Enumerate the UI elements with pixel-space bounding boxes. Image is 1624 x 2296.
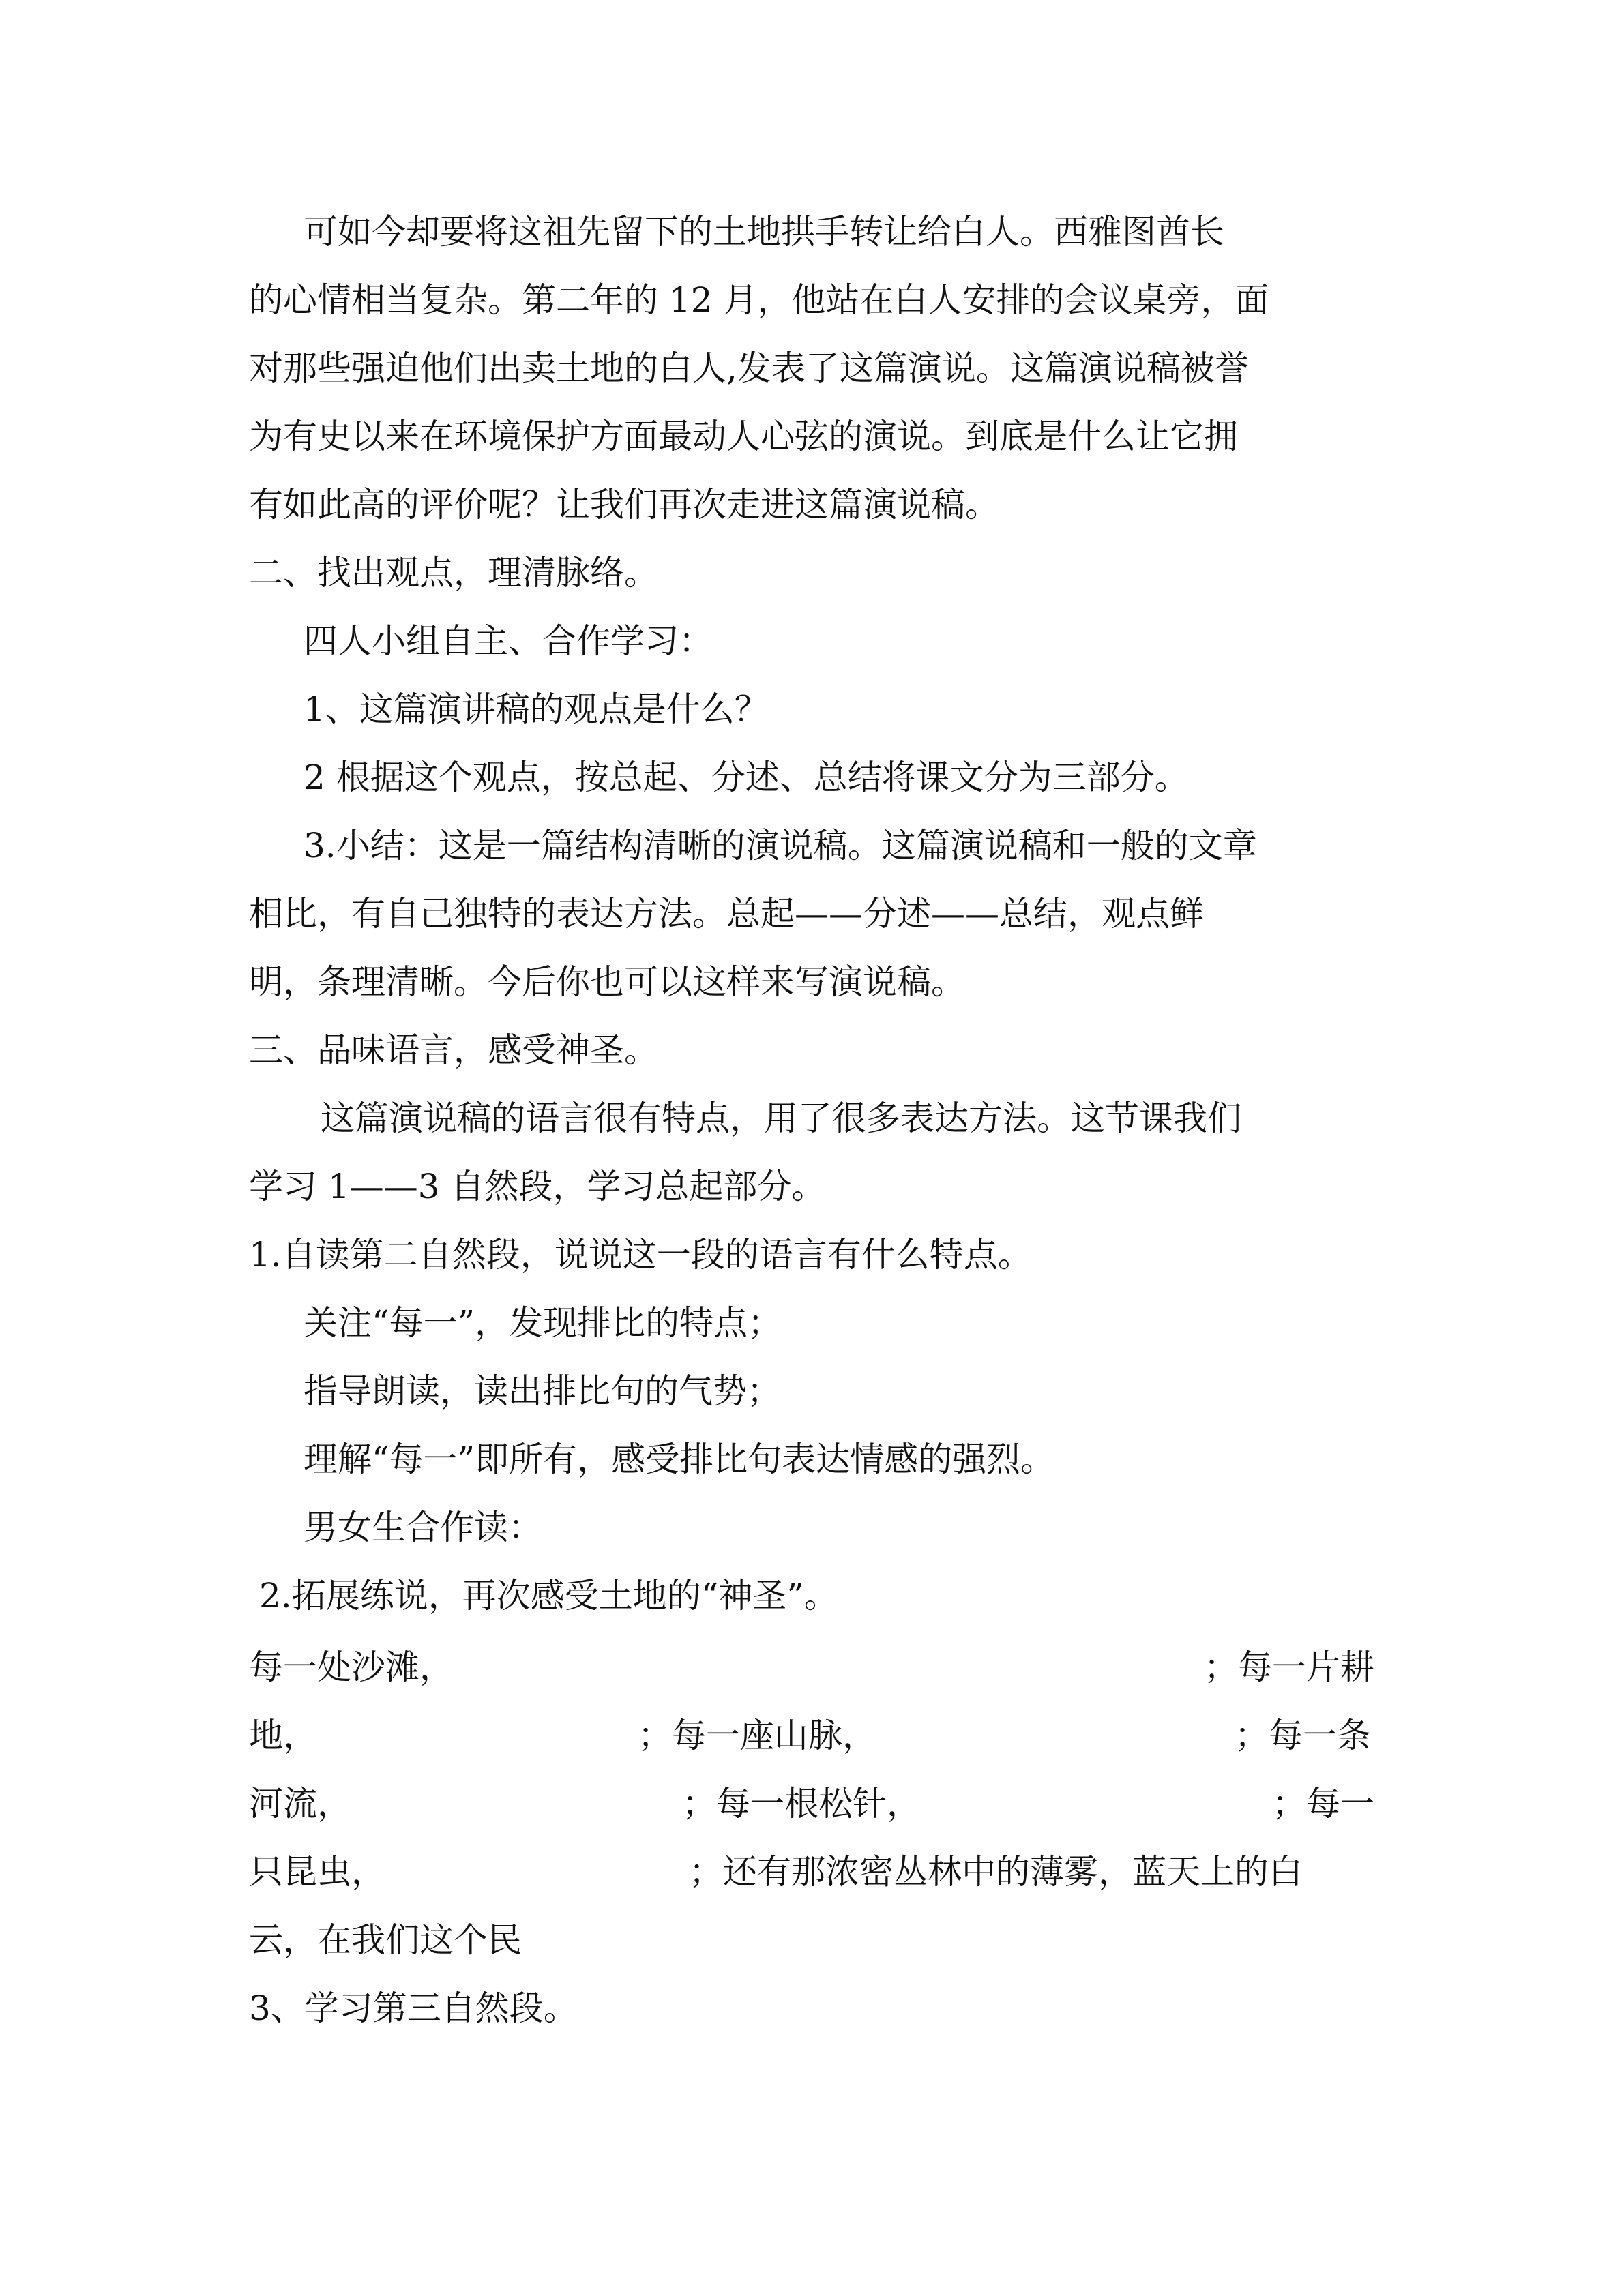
fill-row-4: [249, 1838, 1378, 1906]
section3-heading: 三、品味语言，感受神圣。: [249, 1030, 658, 1070]
intro-line-2: 的心情相当复杂。第二年的 12 月，他站在白人安排的会议桌旁，面: [249, 280, 1269, 320]
section2-summary-1: 3.小结：这是一篇结构清晰的演说稿。这篇演说稿和一般的文章: [304, 826, 1257, 865]
fill-row-2-start: 地，: [249, 1716, 317, 1755]
section3-intro-2: 学习 1——3 自然段，学习总起部分。: [249, 1167, 826, 1206]
fill-row-3-start: 河流，: [249, 1784, 351, 1823]
section3-item-1: 1.自读第二自然段，说说这一段的语言有什么特点。: [249, 1235, 1032, 1274]
fill-row-1-end: ；每一片耕: [1204, 1648, 1374, 1687]
section2-question-1: 1、这篇演讲稿的观点是什么？: [304, 689, 769, 729]
section3-intro-1: 这篇演说稿的语言很有特点，用了很多表达方法。这节课我们: [321, 1099, 1241, 1138]
section2-summary-3: 明，条理清晰。今后你也可以这样来写演说稿。: [249, 962, 965, 1002]
intro-line-5: 有如此高的评价呢？让我们再次走进这篇演说稿。: [249, 485, 999, 524]
item1-point-1: 关注“每一”，发现排比的特点；: [304, 1303, 782, 1343]
intro-line-4: 为有史以来在环境保护方面最动人心弦的演说。到底是什么让它拥: [249, 417, 1238, 456]
fill-row-4-end: ；还有那浓密丛林中的薄雾，蓝天上的白: [689, 1852, 1303, 1892]
item1-point-3: 理解“每一”即所有，感受排比句表达情感的强烈。: [304, 1440, 1055, 1479]
intro-line-3: 对那些强迫他们出卖土地的白人,发表了这篇演说。这篇演说稿被誉: [249, 348, 1249, 388]
fill-row-2-end: ；每一条: [1235, 1716, 1371, 1755]
fill-row-1: [249, 1633, 1378, 1701]
fill-row-1-start: 每一处沙滩，: [249, 1648, 454, 1687]
item1-point-4: 男女生合作读：: [304, 1508, 542, 1547]
fill-row-5: 云，在我们这个民: [249, 1920, 522, 1960]
intro-line-1: 可如今却要将这祖先留下的土地拱手转让给白人。西雅图酋长: [304, 212, 1224, 252]
section2-summary-2: 相比，有自己独特的表达方法。总起——分述——总结，观点鲜: [249, 894, 1204, 934]
section3-item-2: 2.拓展练说，再次感受土地的“神圣”。: [259, 1576, 838, 1615]
section2-question-2: 2 根据这个观点，按总起、分述、总结将课文分为三部分。: [304, 758, 1189, 797]
fill-row-2-mid: ；每一座山脉，: [638, 1716, 876, 1755]
fill-row-2: [249, 1701, 1378, 1770]
section3-item-3: 3、学习第三自然段。: [249, 1988, 578, 2028]
section2-heading: 二、找出观点，理清脉络。: [249, 553, 658, 593]
fill-row-3-mid: ；每一根松针，: [682, 1784, 921, 1823]
section2-lead: 四人小组自主、合作学习：: [304, 621, 713, 661]
fill-row-3: [249, 1770, 1378, 1838]
fill-row-4-start: 只昆虫，: [249, 1852, 385, 1892]
item1-point-2: 指导朗读，读出排比句的气势；: [304, 1371, 781, 1411]
fill-row-3-end: ；每一: [1272, 1784, 1374, 1823]
